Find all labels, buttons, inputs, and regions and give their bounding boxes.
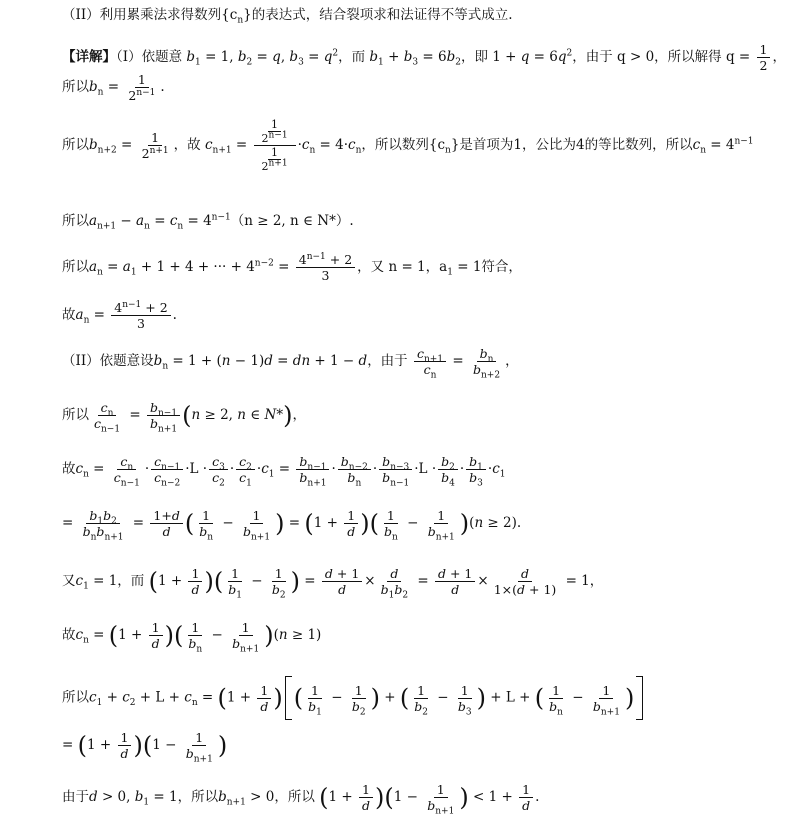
- telescoping-line: = $\frac{b_1b_2}{b_nb_{n+1}}$ = $\frac{1+d}{d}$ ( $\frac{1}{b_n}$ − $\frac{1}{b_{n+1}}$ ) = (1 + $\frac{1}{d}$ )( $\frac{1}{b_n}$ − $\frac{1}{b_{n+1}}$ )(n ≥ 2).: [62, 508, 522, 543]
- conclusion-line: 由于d > 0, $b_1 = 1$，所以$b_{n+1} > 0$，所以 (1 + $\frac{1}{d}$ )(1 − $\frac{1}{b_{n+1}}$ ) < 1 + $\frac{1}{d}$ .: [62, 782, 540, 817]
- part-two-line: （II）依题意设$b_n = 1 + (n - 1)d$ = dn + 1 − d，由于 $\frac{c_{n+1}}{c_n}$ = $\frac{b_n}{b_{n+2}}$ ，: [62, 346, 519, 381]
- intro-line: （II）利用累乘法求得数列$\{c_n\}$的表达式，结合裂项求和法证得不等式成立.: [62, 7, 513, 26]
- solution-tag: 【详解】: [62, 49, 116, 65]
- an-sum-line: 所以$a_n = a_1 + 1 + 4$ + ··· + $4^{n-2}$ = $\frac{4^{n-1} + 2}{3}$ ，又 n = 1，$a_1 = 1$符合，: [62, 251, 522, 283]
- c1-check-line: 又$c_1 = 1$，而 (1 + $\frac{1}{d}$ )( $\frac{1}{b_1}$ − $\frac{1}{b_2}$ ) = $\frac{d + 1}{d}$ × $\frac{d}{b_1b_2}$ = $\frac{d + 1}{d}$ × $\frac{d}{1\times(d + 1)}$ = 1，: [62, 566, 604, 601]
- ratio-recursion-line: 所以 $\frac{c_n}{c_{n-1}}$ = $\frac{b_{n-1}}{b_{n+1}}$ (n ≥ 2, n ∈ N*)，: [62, 400, 306, 435]
- an-result-line: 故$a_n$ = $\frac{4^{n-1} + 2}{3}$ .: [62, 299, 177, 331]
- cn-general-line: 故$c_n = (1$ + $\frac{1}{d}$ )( $\frac{1}{b_n}$ − $\frac{1}{b_{n+1}}$ )(n ≥ 1): [62, 620, 322, 655]
- bn-formula-line: 所以$b_n$ = $\frac{1}{2^{n-1}}$ .: [62, 72, 165, 103]
- an-diff-line: 所以$a_{n+1} - a_n = c_n = 4^{n-1}(n \ge 2$, n ∈ N*）.: [62, 212, 354, 232]
- sum-line: 所以$c_1 + c_2 + L + c_n = (1$ + $\frac{1}{d}$ ) ( $\frac{1}{b_1}$ − $\frac{1}{b_2}$ ) + ( $\frac{1}{b_2}$ − $\frac{1}{b_3}$ ) + L + ( $\frac{1}{b_n}$ − $\frac{1}{b_{n+1}}$ ): [62, 676, 645, 720]
- part-one-line: 【详解】（I）依题意 $b_1 = 1$, $b_2 = q$, $b_3 = q^2$，而 $b_1 + b_3 = 6b_2$，即 $1 + q = 6q^2$，由于 q > 0，所以解得 q = $\frac{1}{2}$ ，: [62, 42, 786, 73]
- product-line: 故$c_n$ = $\frac{c_n}{c_{n-1}}$ · $\frac{c_{n-1}}{c_{n-2}}$ ·L · $\frac{c_3}{c_2}$ · $\frac{c_2}{c_1}$ $\cdot c_1$ = $\frac{b_{n-1}}{b_{n+1}}$ · $\frac{b_{n-2}}{b_n}$ · $\frac{b_{n-3}}{b_{n-1}}$ ·L · $\frac{b_2}{b_4}$ · $\frac{b_1}{b_3}$ $\cdot c_1$: [62, 454, 506, 489]
- sum-result-line: = (1 + $\frac{1}{d}$ )(1 − $\frac{1}{b_{n+1}}$ ): [62, 730, 228, 765]
- cn-ratio-line: 所以$b_{n+2}$ = $\frac{1}{2^{n+1}}$ ，故 $c_{n+1}$ = $\frac{\frac{1}{2^{n-1}}}{\frac{1}{2^{n+1}}}$ $\cdot c_n = 4\cdot c_n$，所以数列$\{c_n\}$是首项为1，公比为4的等比数列，所以$c_n = 4^{n-1}$: [62, 118, 754, 173]
